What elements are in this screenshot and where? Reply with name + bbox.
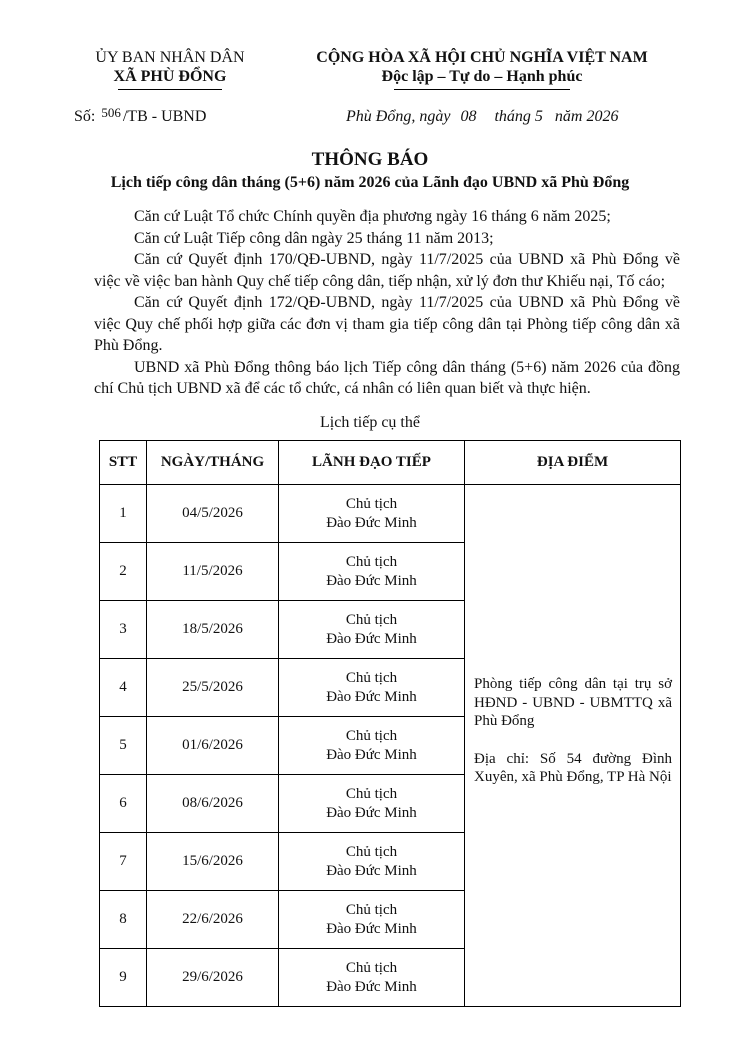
row-date: 15/6/2026 bbox=[147, 833, 279, 891]
row-date: 01/6/2026 bbox=[147, 717, 279, 775]
row-date: 04/5/2026 bbox=[147, 485, 279, 543]
row-date: 22/6/2026 bbox=[147, 891, 279, 949]
location-address: Địa chỉ: Số 54 đường Đình Xuyên, xã Phù Đổng, TP Hà Nội bbox=[474, 750, 672, 785]
row-leader bbox=[279, 891, 465, 949]
leader-name: Đào Đức Minh bbox=[326, 978, 417, 995]
row-leader bbox=[279, 543, 465, 601]
legal-basis-1: Căn cứ Luật Tổ chức Chính quyền địa phương ngày 16 tháng 6 năm 2025; bbox=[134, 208, 611, 225]
date-place: Phù Đổng, ngày bbox=[346, 108, 451, 125]
document-title: THÔNG BÁO bbox=[311, 149, 429, 170]
leader-role: Chủ tịch bbox=[345, 611, 398, 628]
row-stt: 8 bbox=[100, 891, 147, 949]
leader-name: Đào Đức Minh bbox=[326, 804, 417, 821]
header-date: NGÀY/THÁNG bbox=[147, 441, 279, 485]
row-leader bbox=[279, 775, 465, 833]
authority-underline bbox=[118, 89, 222, 90]
row-stt: 6 bbox=[100, 775, 147, 833]
date-year: 2026 bbox=[586, 108, 619, 125]
date-day: 08 bbox=[460, 108, 477, 125]
row-leader bbox=[279, 833, 465, 891]
document-number bbox=[74, 105, 207, 126]
date-month: 5 bbox=[534, 108, 543, 125]
date-month-label: tháng bbox=[494, 108, 531, 125]
leader-role: Chủ tịch bbox=[345, 553, 398, 570]
row-leader bbox=[279, 949, 465, 1007]
authority-line-1: ỦY BAN NHÂN DÂN bbox=[95, 49, 245, 66]
leader-role: Chủ tịch bbox=[345, 727, 398, 744]
row-date: 08/6/2026 bbox=[147, 775, 279, 833]
leader-name: Đào Đức Minh bbox=[326, 572, 417, 589]
row-date: 18/5/2026 bbox=[147, 601, 279, 659]
header-leader: LÃNH ĐẠO TIẾP bbox=[279, 441, 465, 485]
row-stt: 2 bbox=[100, 543, 147, 601]
legal-basis-4: Căn cứ Quyết định 172/QĐ-UBND, ngày 11/7/2025 của UBND xã Phù Đổng về việc Quy chế phối hợp giữa các đơn vị tham gia tiếp công dân tại Phòng tiếp công dân xã Phù Đổng. bbox=[94, 294, 680, 354]
header-location: ĐỊA ĐIỂM bbox=[465, 441, 681, 485]
date-year-label: năm bbox=[554, 108, 583, 125]
leader-name: Đào Đức Minh bbox=[326, 514, 417, 531]
schedule-table bbox=[99, 440, 681, 1007]
leader-role: Chủ tịch bbox=[345, 669, 398, 686]
row-date: 25/5/2026 bbox=[147, 659, 279, 717]
authority-line-2: XÃ PHÙ ĐỔNG bbox=[113, 68, 227, 85]
announcement-paragraph: UBND xã Phù Đổng thông báo lịch Tiếp công dân tháng (5+6) năm 2026 của đồng chí Chủ tịch UBND xã để các tổ chức, cá nhân có liên quan biết và thực hiện. bbox=[94, 358, 680, 397]
motto-underline bbox=[394, 89, 570, 90]
doc-number-value: 506 bbox=[101, 105, 121, 120]
row-date: 29/6/2026 bbox=[147, 949, 279, 1007]
header-stt: STT bbox=[100, 441, 147, 485]
location-place: Phòng tiếp công dân tại trụ sở HĐND - UBND - UBMTTQ xã Phù Đổng bbox=[474, 676, 672, 729]
table-caption: Lịch tiếp cụ thể bbox=[320, 414, 420, 431]
doc-number-suffix: /TB - UBND bbox=[122, 108, 207, 125]
leader-name: Đào Đức Minh bbox=[326, 688, 417, 705]
table-header-row bbox=[100, 441, 681, 485]
legal-basis-3: Căn cứ Quyết định 170/QĐ-UBND, ngày 11/7/2025 của UBND xã Phù Đổng về việc về việc ban hành Quy chế tiếp công dân, tiếp nhận, xử lý đơn thư Khiếu nại, Tố cáo; bbox=[94, 251, 680, 290]
document-body bbox=[94, 206, 680, 400]
leader-name: Đào Đức Minh bbox=[326, 630, 417, 647]
leader-name: Đào Đức Minh bbox=[326, 862, 417, 879]
row-leader bbox=[279, 659, 465, 717]
national-motto bbox=[292, 48, 672, 86]
row-date: 11/5/2026 bbox=[147, 543, 279, 601]
issue-date bbox=[346, 108, 618, 126]
row-leader bbox=[279, 717, 465, 775]
row-leader bbox=[279, 601, 465, 659]
motto-line: Độc lập – Tự do – Hạnh phúc bbox=[381, 68, 583, 85]
row-stt: 4 bbox=[100, 659, 147, 717]
row-stt: 3 bbox=[100, 601, 147, 659]
row-stt: 1 bbox=[100, 485, 147, 543]
location-cell bbox=[465, 485, 681, 1007]
row-stt: 9 bbox=[100, 949, 147, 1007]
doc-number-prefix: Số: bbox=[74, 108, 96, 125]
leader-name: Đào Đức Minh bbox=[326, 746, 417, 763]
leader-role: Chủ tịch bbox=[345, 843, 398, 860]
table-row bbox=[100, 485, 681, 543]
legal-basis-2: Căn cứ Luật Tiếp công dân ngày 25 tháng 11 năm 2013; bbox=[134, 229, 494, 247]
leader-role: Chủ tịch bbox=[345, 495, 398, 512]
issuing-authority bbox=[70, 48, 270, 86]
leader-role: Chủ tịch bbox=[345, 785, 398, 802]
leader-name: Đào Đức Minh bbox=[326, 920, 417, 937]
nation-name: CỘNG HÒA XÃ HỘI CHỦ NGHĨA VIỆT NAM bbox=[316, 49, 648, 66]
leader-role: Chủ tịch bbox=[345, 959, 398, 976]
row-stt: 5 bbox=[100, 717, 147, 775]
row-stt: 7 bbox=[100, 833, 147, 891]
document-subtitle: Lịch tiếp công dân tháng (5+6) năm 2026 của Lãnh đạo UBND xã Phù Đổng bbox=[110, 174, 630, 191]
leader-role: Chủ tịch bbox=[345, 901, 398, 918]
row-leader bbox=[279, 485, 465, 543]
